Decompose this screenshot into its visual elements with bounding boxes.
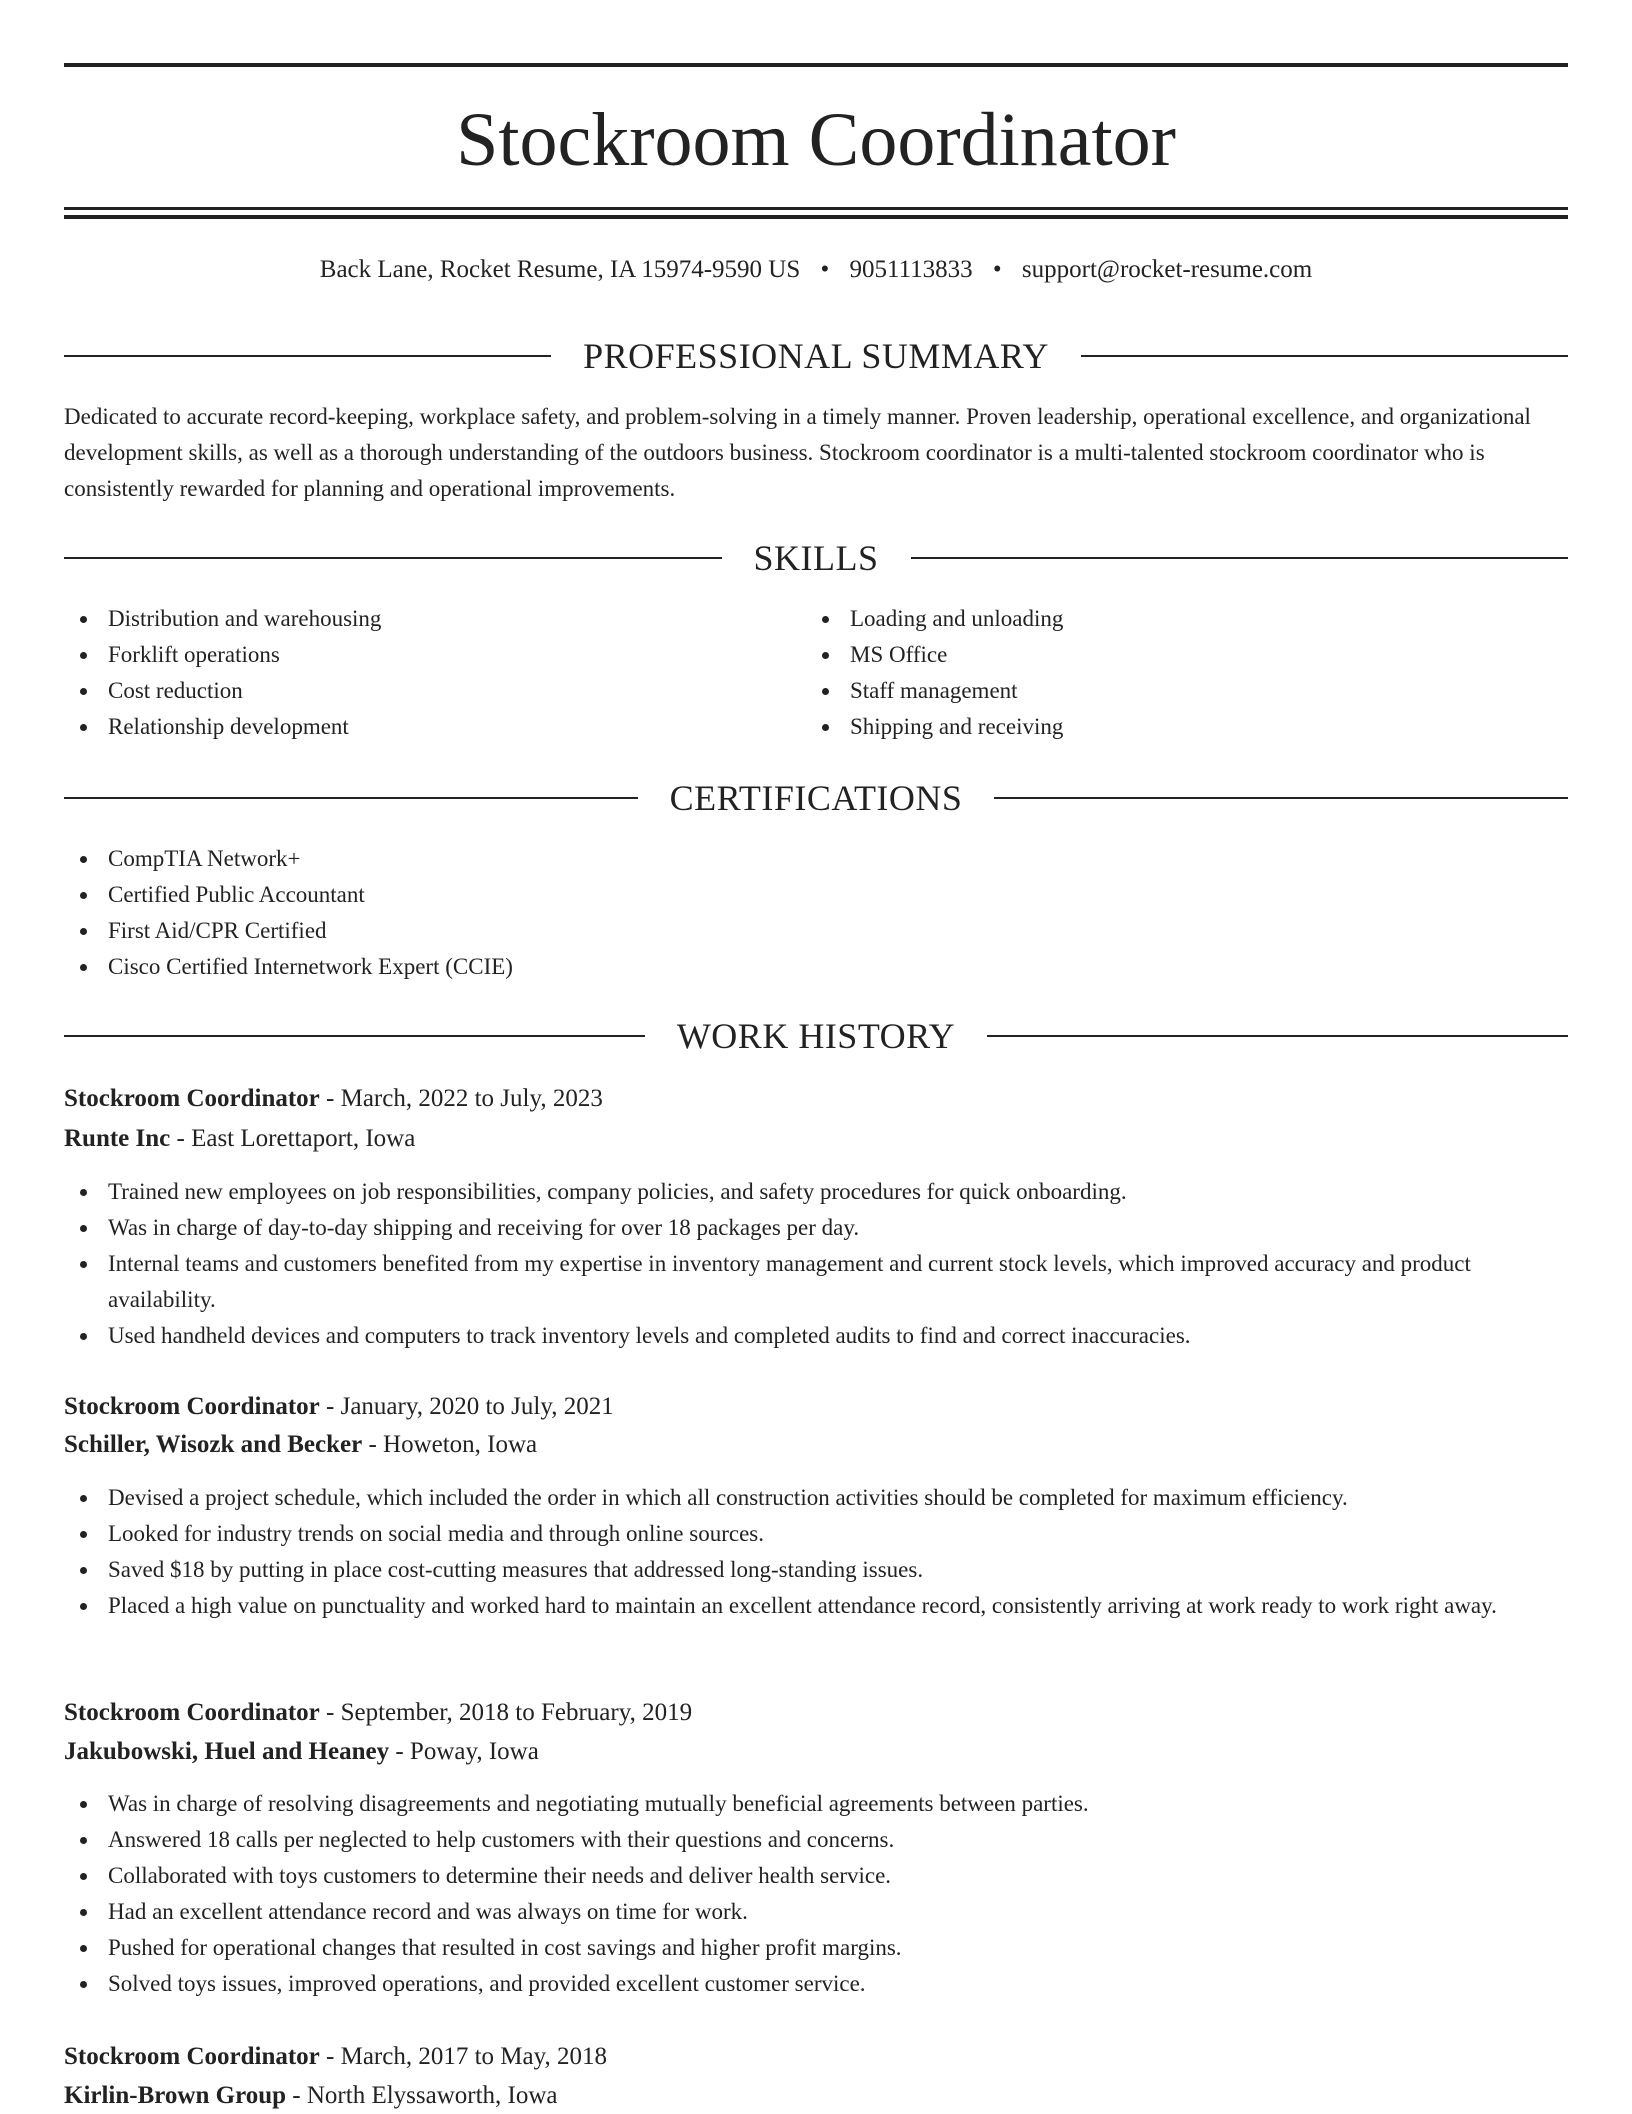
job-bullet: Trained new employees on job responsibilities, company policies, and safety procedures for quick onboarding. [64, 1174, 1568, 1210]
job-dates: - March, 2017 to May, 2018 [326, 2043, 608, 2070]
section-rule-right [911, 557, 1569, 559]
top-rule [64, 63, 1568, 67]
title-double-rule-upper [64, 207, 1568, 210]
contact-email: support@rocket-resume.com [1021, 256, 1313, 283]
job-company: Runte Inc [64, 1125, 171, 1152]
job-company-line [64, 1734, 539, 1770]
section-rule-left [64, 557, 722, 559]
job-bullet: Pushed for operational changes that resulted in cost savings and higher profit margins. [64, 1930, 1568, 1966]
certifications-list [64, 841, 1568, 985]
job-bullet: Was in charge of day-to-day shipping and receiving for over 18 packages per day. [64, 1210, 1568, 1246]
section-header-work-history [64, 1014, 1568, 1058]
job-dates: - September, 2018 to February, 2019 [326, 1699, 693, 1726]
job-dates: - January, 2020 to July, 2021 [326, 1393, 614, 1420]
skill-item: Relationship development [64, 709, 804, 745]
skill-item: Cost reduction [64, 673, 804, 709]
job-bullet: Saved $18 by putting in place cost-cutting measures that addressed long-standing issues. [64, 1552, 1568, 1588]
section-header-certifications [64, 776, 1568, 820]
job-bullets [64, 1786, 1568, 2002]
section-title-skills: SKILLS [753, 538, 879, 578]
section-title-certifications: CERTIFICATIONS [669, 778, 963, 818]
section-rule-left [64, 797, 638, 799]
summary-text: Dedicated to accurate record-keeping, workplace safety, and problem-solving in a timely manner. Proven leadership, operational excellence, and organizational development skills, as well as a thorough understanding of the outdoors business. Stockroom coordinator is a multi-talented stockroom coordinator who is consistently rewarded for planning and operational improvements. [64, 404, 1531, 501]
job-company-line [64, 1121, 415, 1157]
certification-item: Certified Public Accountant [64, 877, 1568, 913]
job-bullet: Devised a project schedule, which included the order in which all construction activities should be completed for maximum efficiency. [64, 1480, 1568, 1516]
section-rule-left [64, 355, 551, 357]
contact-separator: • [992, 256, 1002, 283]
job-title-line [64, 1081, 603, 1117]
job-company-line [64, 1427, 537, 1463]
job-dates: - March, 2022 to July, 2023 [326, 1085, 603, 1112]
job-location: - East Lorettaport, Iowa [176, 1125, 416, 1152]
job-bullet: Was in charge of resolving disagreements and negotiating mutually beneficial agreements between parties. [64, 1786, 1568, 1822]
certification-item: Cisco Certified Internetwork Expert (CCIE) [64, 949, 1568, 985]
job-role: Stockroom Coordinator [64, 1085, 320, 1112]
certification-item: CompTIA Network+ [64, 841, 1568, 877]
job-title-line [64, 1695, 692, 1731]
certification-item: First Aid/CPR Certified [64, 913, 1568, 949]
job-bullet: Solved toys issues, improved operations, and provided excellent customer service. [64, 1966, 1568, 2002]
section-title-summary: PROFESSIONAL SUMMARY [583, 336, 1049, 376]
skills-list-left [64, 601, 804, 745]
job-title-line [64, 1389, 614, 1425]
skill-item: Forklift operations [64, 637, 804, 673]
job-role: Stockroom Coordinator [64, 1393, 320, 1420]
job-company: Schiller, Wisozk and Becker [64, 1431, 363, 1458]
skill-item: Loading and unloading [806, 601, 1546, 637]
section-header-skills [64, 536, 1568, 580]
job-role: Stockroom Coordinator [64, 2043, 320, 2070]
job-location: - North Elyssaworth, Iowa [292, 2082, 558, 2109]
job-bullet: Looked for industry trends on social media and through online sources. [64, 1516, 1568, 1552]
job-bullet: Collaborated with toys customers to determine their needs and deliver health service. [64, 1858, 1568, 1894]
job-location: - Howeton, Iowa [368, 1431, 538, 1458]
job-bullet: Internal teams and customers benefited from my expertise in inventory management and current stock levels, which improved accuracy and product availability. [64, 1246, 1568, 1318]
job-bullet: Had an excellent attendance record and was always on time for work. [64, 1894, 1568, 1930]
section-title-work-history: WORK HISTORY [676, 1016, 956, 1056]
job-company-line [64, 2078, 558, 2114]
skill-item: Shipping and receiving [806, 709, 1546, 745]
section-rule-right [994, 797, 1568, 799]
skill-item: MS Office [806, 637, 1546, 673]
job-bullet: Used handheld devices and computers to track inventory levels and completed audits to find and correct inaccuracies. [64, 1318, 1568, 1354]
job-company: Kirlin-Brown Group [64, 2082, 287, 2109]
skills-list-right [806, 601, 1546, 745]
job-bullet: Placed a high value on punctuality and worked hard to maintain an excellent attendance record, consistently arriving at work ready to work right away. [64, 1588, 1568, 1624]
contact-separator: • [820, 256, 830, 283]
job-bullets [64, 1480, 1568, 1624]
skill-item: Staff management [806, 673, 1546, 709]
section-header-summary [64, 334, 1568, 378]
resume-title: Stockroom Coordinator [456, 98, 1176, 182]
contact-line [64, 252, 1568, 288]
job-title-line [64, 2039, 607, 2075]
skill-item: Distribution and warehousing [64, 601, 804, 637]
contact-phone: 9051113833 [849, 256, 973, 283]
job-company: Jakubowski, Huel and Heaney [64, 1738, 390, 1765]
section-rule-left [64, 1035, 645, 1037]
job-location: - Poway, Iowa [395, 1738, 539, 1765]
job-bullet: Answered 18 calls per neglected to help customers with their questions and concerns. [64, 1822, 1568, 1858]
section-rule-right [987, 1035, 1568, 1037]
contact-address: Back Lane, Rocket Resume, IA 15974-9590 US [319, 256, 801, 283]
job-role: Stockroom Coordinator [64, 1699, 320, 1726]
title-double-rule-lower [64, 215, 1568, 219]
job-bullets [64, 1174, 1568, 1354]
section-rule-right [1081, 355, 1568, 357]
